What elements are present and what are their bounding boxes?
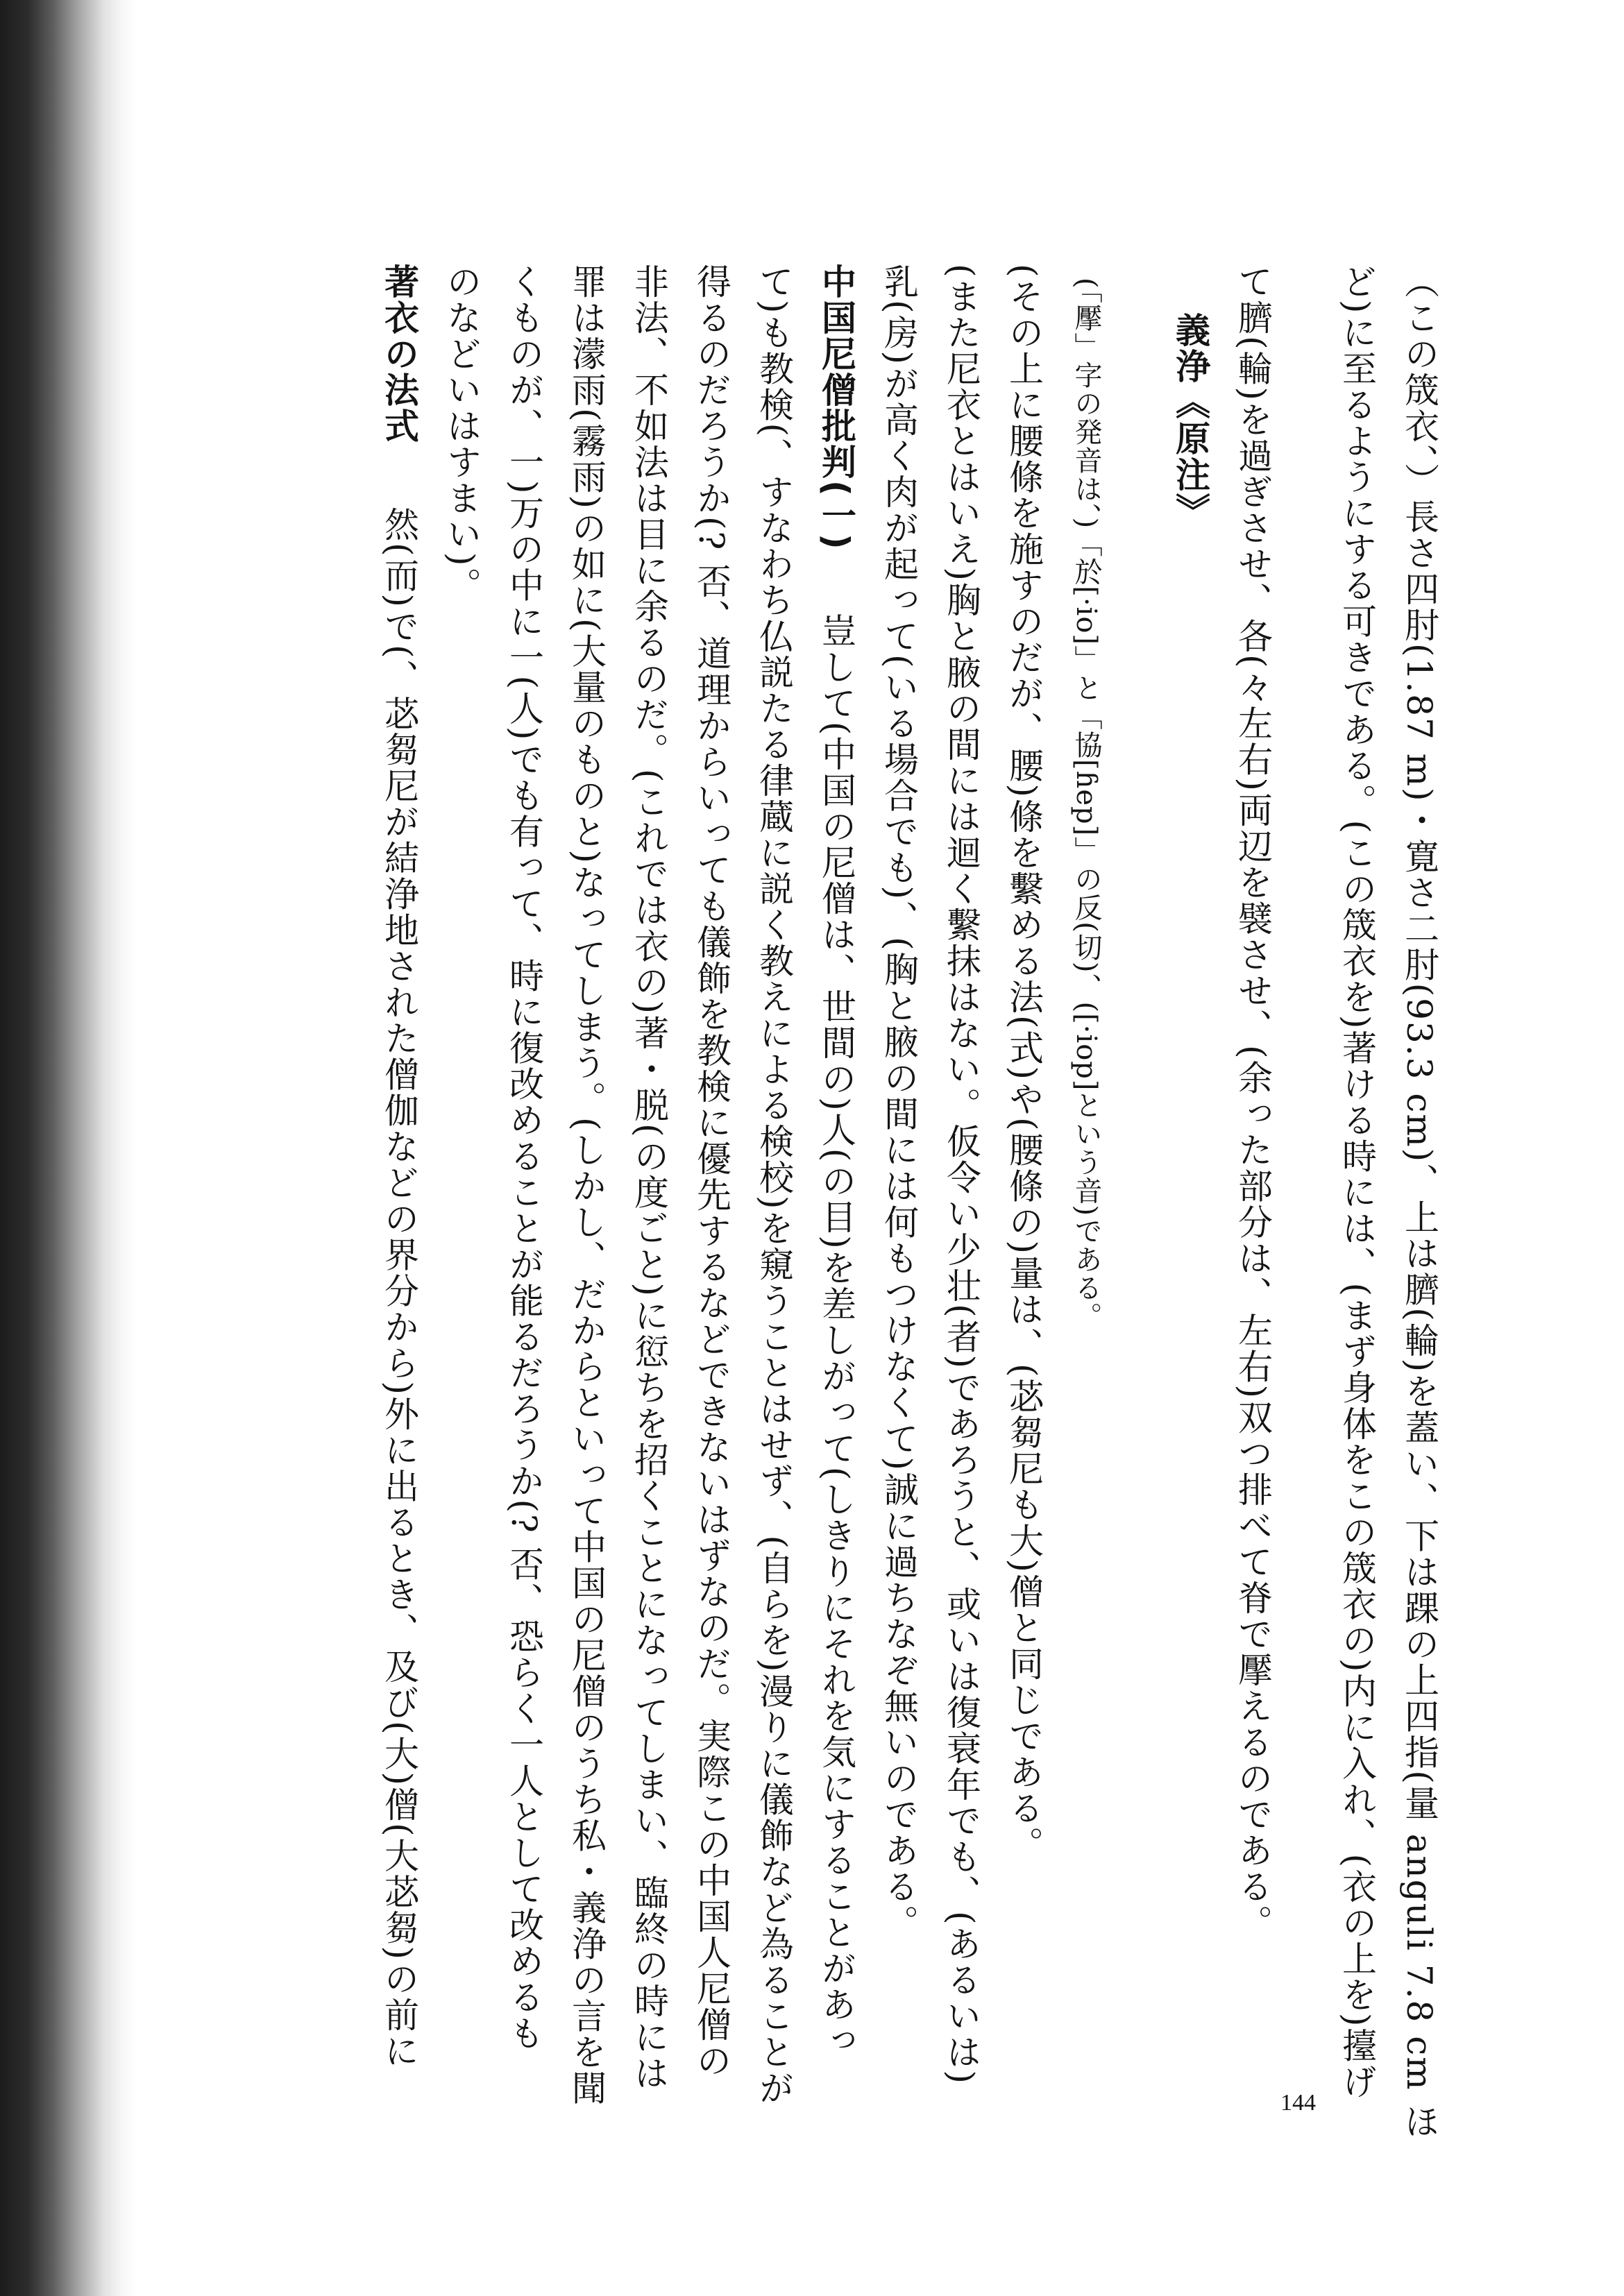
page-number: 144 <box>1280 2090 1316 2116</box>
text-line <box>368 264 430 2179</box>
text-line: 罪は濛雨(霧雨)の如に(大量のものと)なってしまう。(しかし、だからといって中国の尼僧のうち私・義浄の言を聞 <box>566 264 607 2107</box>
text-line <box>805 264 868 2179</box>
note-text: (「擪」字の発音は、)「於[·io]」と「協[ɦep]」の反(切)、([·iop]という音)である。 <box>1070 278 1102 1331</box>
vertical-text-block <box>368 264 1450 2179</box>
section-heading: 中国尼僧批判(一) <box>816 264 856 551</box>
note-heading: 義浄《原注》 <box>1170 312 1210 529</box>
text-line: のなどいはすまい)。 <box>441 264 482 604</box>
text-line: ど)に至るようにする可きである。(この筬衣を)著ける時には、(まず身体をこの筬衣の)内に入れ、(衣の上を)擡げ <box>1337 264 1377 2100</box>
text-line: 得るのだろうか(? 否、道理からいっても儀飾を教検に優先するなどできないはずなのだ。実際この中国人尼僧の <box>691 264 731 2080</box>
text-line: て)も教検(、すなわち仏説たる律蔵に説く教えによる検校)を窺うことはせず、(自らを)漫りに儀飾など為ることが <box>754 264 794 2107</box>
section-heading: 著衣の法式 <box>379 264 419 444</box>
scan-shadow <box>0 0 139 2296</box>
text-line: (また尼衣とはいえ)胸と腋の間には迴く繫抹はない。仮令い少壮(者)であろうと、或いは復衰年でも、(あるいは) <box>941 264 981 2086</box>
text-line: （この筬衣、）長さ四肘(1.87 m)・寛さ二肘(93.3 cm)、上は臍(輪)を蓋い、下は踝の上四指(量 anguli 7.8 cm ほ <box>1399 264 1439 2140</box>
text-run: 然(而)で(、苾芻尼が結浄地された僧伽などの界分から)外に出るとき、及び(大)僧(大苾芻)の前に <box>379 507 419 2070</box>
text-line: くものが、一)万の中に一(人)でも有って、時に復改めることが能るだろうか(? 否、恐らく一人として改めるも <box>504 264 544 2052</box>
text-run: 豈して(中国の尼僧は、世間の)人(の目)を差しがって(しきりにそれを気にすることがあっ <box>816 613 856 2059</box>
book-page <box>167 264 1555 2227</box>
text-line: て臍(輪)を過ぎさせ、各(々左右)両辺を襞させ、(余った部分は、左右)双つ排べて脊で擪えるのである。 <box>1233 264 1273 1941</box>
text-line: 乳(房)が高く肉が起って(いる場合でも)、(胸と腋の間には何もつけなくて)誠に過ちなぞ無いのである。 <box>879 264 919 1941</box>
text-line: (その上に腰條を施すのだが、腰)條を繫める法(式)や(腰條の)量は、(苾芻尼も大)僧と同じである。 <box>1004 264 1044 1863</box>
text-line: 非法、不如法は目に余るのだ。(これでは衣の)著・脱(の度ごと)に愆ちを招くことになってしまい、臨終の時には <box>629 264 669 2092</box>
